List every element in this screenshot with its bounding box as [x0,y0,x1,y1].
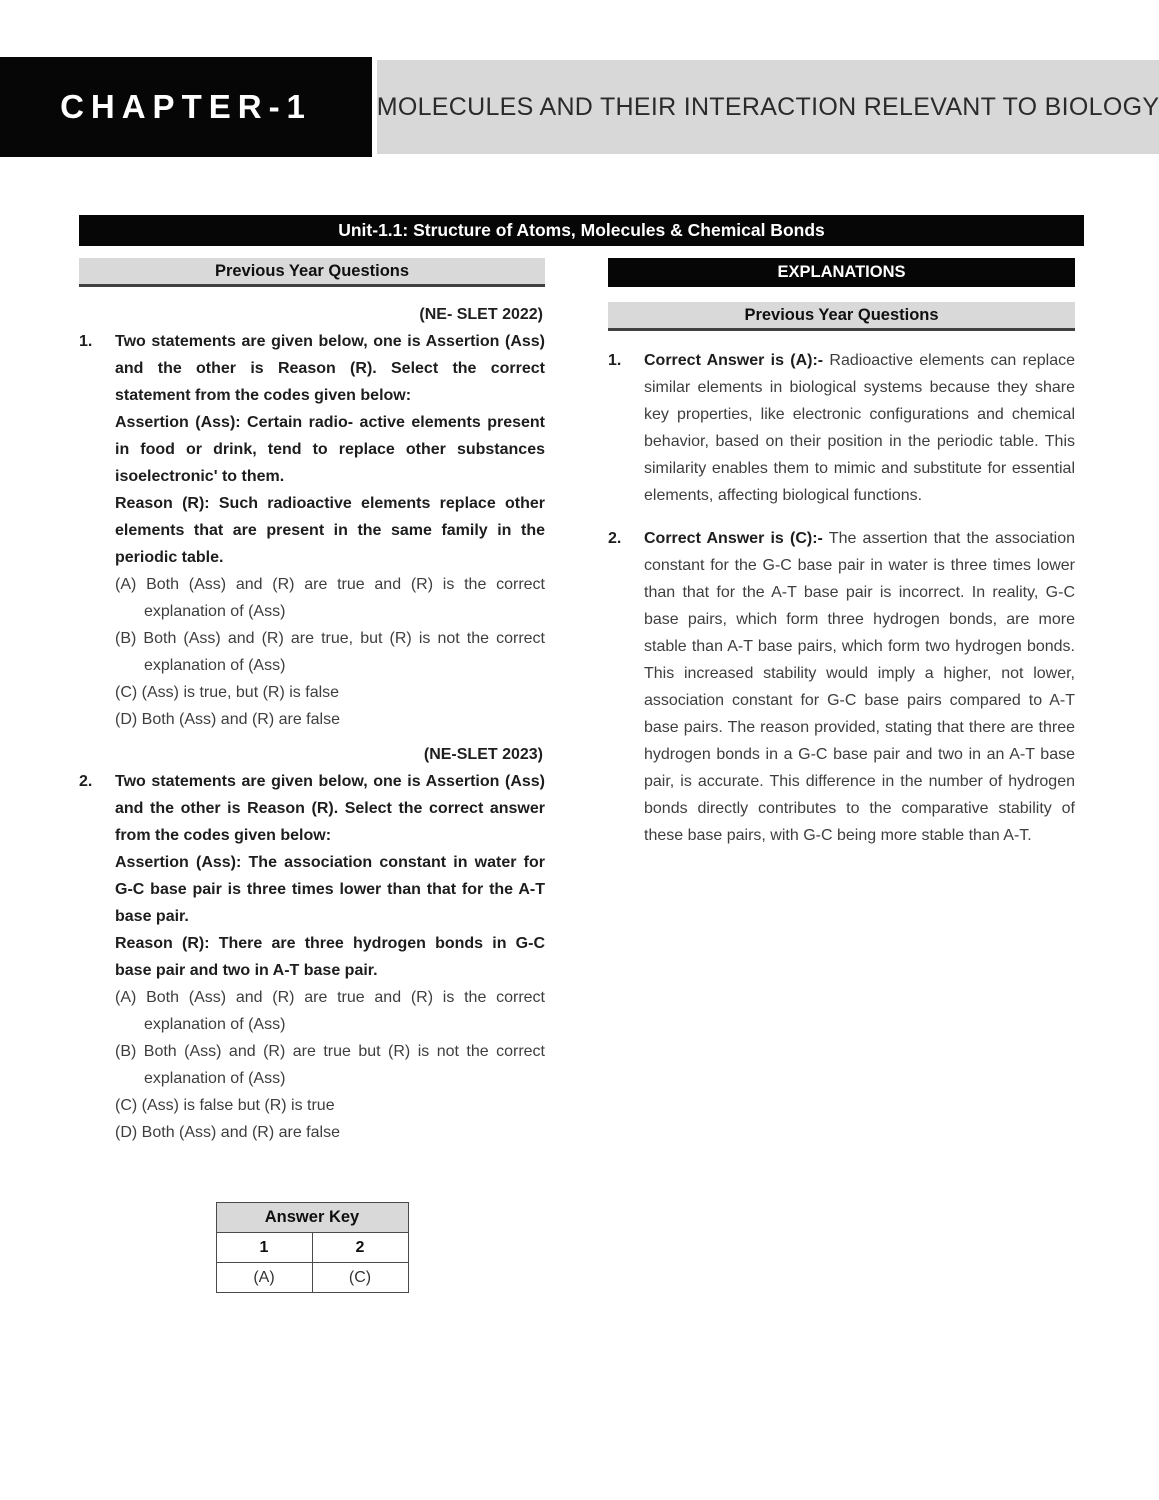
option-d [115,1119,545,1146]
chapter-title: MOLECULES AND THEIR INTERACTION RELEVANT TO BIOLOGY [376,92,1159,121]
explanations-header: EXPLANATIONS [608,258,1075,287]
unit-banner [79,215,1084,246]
option-b [115,1038,545,1092]
explanation-number: 1. [608,352,622,369]
explanation-text: The assertion that the association constant for the G-C base pair in water is three times lower than that for the A-T base pair is incorrect. In reality, G-C base pairs, which form three hydrogen bonds, are more stable than A-T base pairs, which form two hydrogen bonds. This increased stability would imply a higher, not lower, association constant for G-C base pairs compared to A-T base pairs. The reason provided, stating that there are three hydrogen bonds in a G-C base pair and two in an A-T base pair, is accurate. This difference in the number of hydrogen bonds directly contributes to the comparative stability of these base pairs, with G-C being more stable than A-T. [644,530,1076,844]
explanation-number: 2. [608,530,622,547]
option-label: (B) [115,630,137,647]
answer-key-number-row [216,1233,408,1263]
question-number: 2. [79,773,93,790]
answer-key-header-row [216,1203,408,1233]
question-2-source-tag: (NE-SLET 2023) [423,746,543,763]
option-label: (D) [115,1124,138,1141]
unit-banner-title: Unit-1.1: Structure of Atoms, Molecules & Chemical Bonds [338,220,825,240]
option-text: Both (Ass) and (R) are true and (R) is the correct explanation of (Ass) [144,576,545,620]
option-text: Both (Ass) and (R) are false [141,711,340,728]
chapter-label: CHAPTER-1 [60,88,312,125]
explanation-body [644,347,1075,509]
option-text: (Ass) is false but (R) is true [141,1097,335,1114]
option-b [115,625,545,679]
option-label: (B) [115,1043,137,1060]
explanation-body [644,525,1075,849]
answer-key-answer-1: (A) [216,1263,312,1293]
answer-key-title: Answer Key [216,1203,408,1233]
question-2 [79,768,545,1146]
option-label: (A) [115,576,137,593]
option-text: Both (Ass) and (R) are false [141,1124,340,1141]
option-a [115,571,545,625]
chapter-title-band [377,60,1159,154]
questions-column [79,258,545,1293]
question-1-source-tag: (NE- SLET 2022) [419,306,543,323]
option-text: Both (Ass) and (R) are true and (R) is the correct explanation of (Ass) [144,989,545,1033]
explanation-text: Radioactive elements can replace similar elements in biological systems because they share key properties, like electronic configurations and chemical behavior, based on their position in the periodic table. This similarity enables them to mimic and substitute for essential elements, affecting biological functions. [644,352,1076,504]
question-assertion: Assertion (Ass): Certain radio- active elements present in food or drink, tend to replace other substances isoelectronic' to them. [115,414,545,485]
option-label: (A) [115,989,137,1006]
explanations-column [608,258,1075,849]
question-intro: Two statements are given below, one is Assertion (Ass) and the other is Reason (R). Select the correct answer from the codes given below: [115,773,545,844]
answer-key-answer-2: (C) [312,1263,408,1293]
question-assertion: Assertion (Ass): The association constant in water for G-C base pair is three times lower than that for the A-T base pair. [115,854,545,925]
previous-year-questions-header: Previous Year Questions [79,258,545,287]
question-reason: Reason (R): Such radioactive elements replace other elements that are present in the same family in the periodic table. [115,495,545,566]
answer-key-question-1: 1 [216,1233,312,1263]
explanation-1 [608,347,1075,509]
option-text: Both (Ass) and (R) are true, but (R) is not the correct explanation of (Ass) [143,630,546,674]
option-c [115,679,545,706]
chapter-label-box [0,57,372,157]
explanation-lead: Correct Answer is (A):- [644,352,824,369]
answer-key-question-2: 2 [312,1233,408,1263]
answer-key-table [216,1202,409,1293]
option-label: (C) [115,1097,138,1114]
question-number: 1. [79,333,93,350]
question-reason: Reason (R): There are three hydrogen bonds in G-C base pair and two in A-T base pair. [115,935,545,979]
option-a [115,984,545,1038]
option-d [115,706,545,733]
question-body [115,328,545,733]
question-intro: Two statements are given below, one is Assertion (Ass) and the other is Reason (R). Select the correct statement from the codes given below: [115,333,545,404]
option-text: (Ass) is true, but (R) is false [141,684,340,701]
question-1 [79,328,545,733]
option-label: (D) [115,711,138,728]
question-body [115,768,545,1146]
explanation-lead: Correct Answer is (C):- [644,530,823,547]
explanation-2 [608,525,1075,849]
previous-year-questions-subheader: Previous Year Questions [608,302,1075,331]
option-c [115,1092,545,1119]
option-label: (C) [115,684,138,701]
answer-key-answer-row [216,1263,408,1293]
option-text: Both (Ass) and (R) are true but (R) is not the correct explanation of (Ass) [143,1043,545,1087]
